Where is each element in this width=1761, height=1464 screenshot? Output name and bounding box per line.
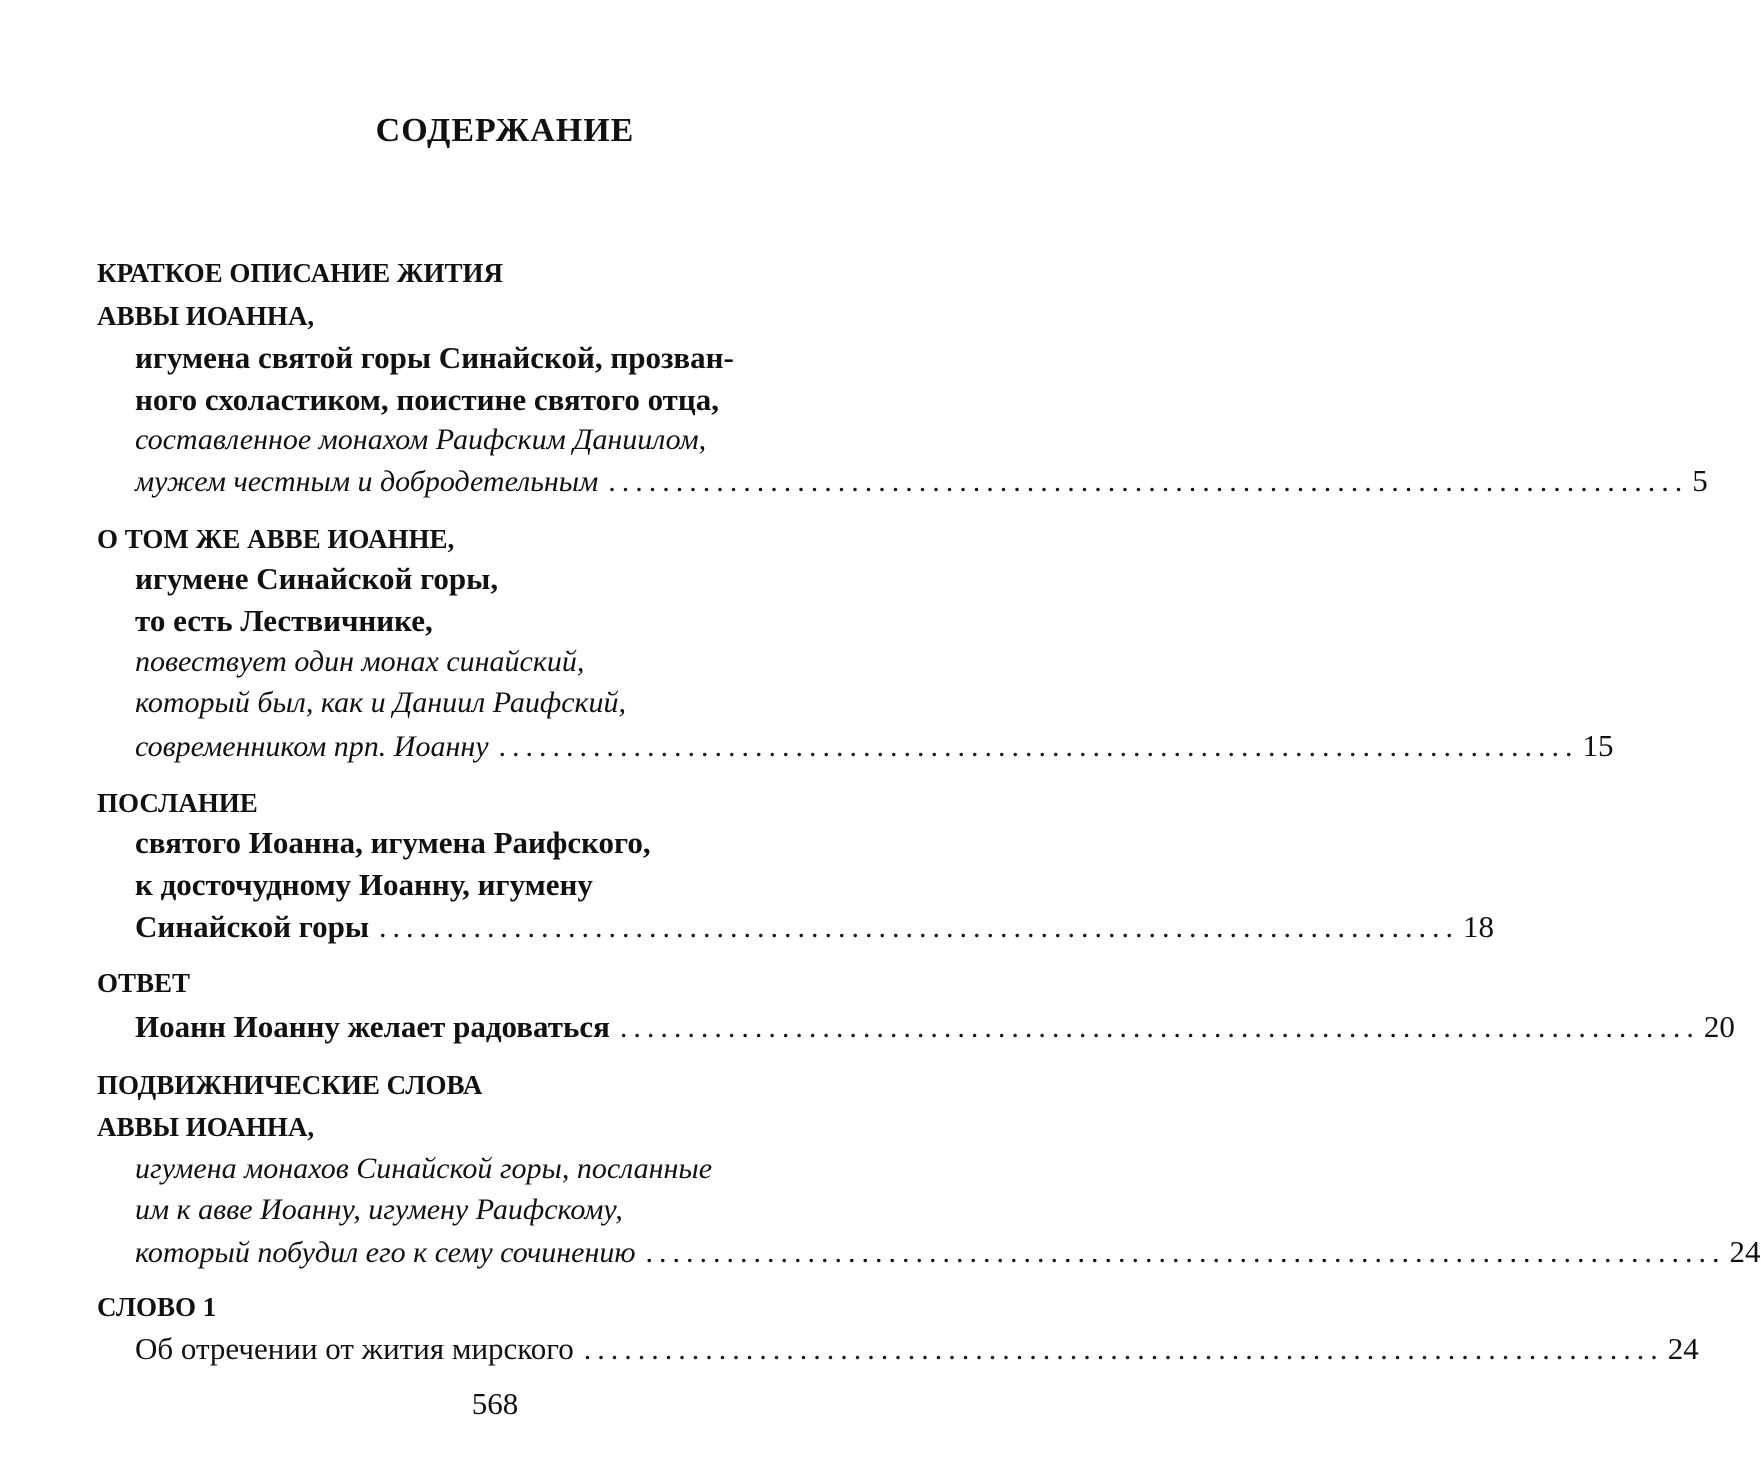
entry-description: составленное монахом Раифским Даниилом,: [135, 423, 707, 456]
entry-subtitle: игумена святой горы Синайской, прозван-: [135, 340, 734, 375]
entry-subtitle: то есть Лествичнике,: [135, 603, 433, 638]
entry-heading: АВВЫ ИОАННА,: [97, 1112, 315, 1142]
entry-description: который побудил его к сему сочинению: [135, 1236, 636, 1269]
entry-heading: ПОДВИЖНИЧЕСКИЕ СЛОВА: [97, 1070, 483, 1100]
entry-subtitle: Иоанн Иоанну желает радоваться: [135, 1009, 610, 1044]
page-number: 24: [1729, 1234, 1761, 1269]
dot-leader: ................................................................................: [619, 1011, 1700, 1044]
entry-description: повествует один монах синайский,: [135, 645, 585, 678]
dot-leader: ................................................................................: [645, 1236, 1726, 1269]
entry-heading: СЛОВО 1: [97, 1292, 217, 1322]
dot-leader: ................................................................................: [379, 911, 1460, 944]
page-folio-number: 568: [471, 1386, 519, 1421]
entry-description: который был, как и Даниил Раифский,: [135, 686, 627, 719]
entry-description: современником прп. Иоанну: [135, 730, 489, 763]
page-number: 5: [1692, 463, 1708, 498]
entry-subtitle: игумене Синайской горы,: [135, 561, 499, 596]
page-number: 24: [1667, 1331, 1699, 1366]
toc-entry-row: [135, 909, 1495, 945]
entry-description: им к авве Иоанну, игумену Раифскому,: [135, 1193, 623, 1226]
toc-entry-row: [135, 728, 1614, 764]
entry-description: игумена монахов Синайской горы, посланные: [135, 1152, 713, 1185]
page-number: 20: [1703, 1009, 1735, 1044]
page-title: СОДЕРЖАНИЕ: [375, 112, 635, 149]
entry-subtitle: к досточудному Иоанну, игумену: [135, 867, 593, 902]
toc-entry-row: [135, 463, 1708, 499]
toc-entry-row: [135, 1331, 1699, 1367]
entry-heading: ПОСЛАНИЕ: [97, 788, 258, 818]
dot-leader: ................................................................................: [583, 1333, 1664, 1366]
page-number: 15: [1582, 728, 1614, 763]
page-number: 18: [1463, 909, 1495, 944]
entry-subtitle: ного схоластиком, поистине святого отца,: [135, 382, 720, 417]
entry-heading: ОТВЕТ: [97, 968, 191, 998]
toc-entry-row: [135, 1234, 1761, 1270]
dot-leader: ................................................................................: [608, 465, 1689, 498]
entry-subtitle: Синайской горы: [135, 909, 370, 944]
entry-heading: О ТОМ ЖЕ АВВЕ ИОАННЕ,: [97, 524, 455, 554]
entry-subtitle: святого Иоанна, игумена Раифского,: [135, 825, 651, 860]
entry-subtitle: Об отречении от жития мирского: [135, 1331, 574, 1366]
entry-heading: АВВЫ ИОАННА,: [97, 301, 315, 331]
entry-description: мужем честным и добродетельным: [135, 465, 599, 498]
toc-entry-row: [135, 1009, 1735, 1045]
dot-leader: ................................................................................: [498, 730, 1579, 763]
entry-heading: КРАТКОЕ ОПИСАНИЕ ЖИТИЯ: [97, 258, 504, 288]
